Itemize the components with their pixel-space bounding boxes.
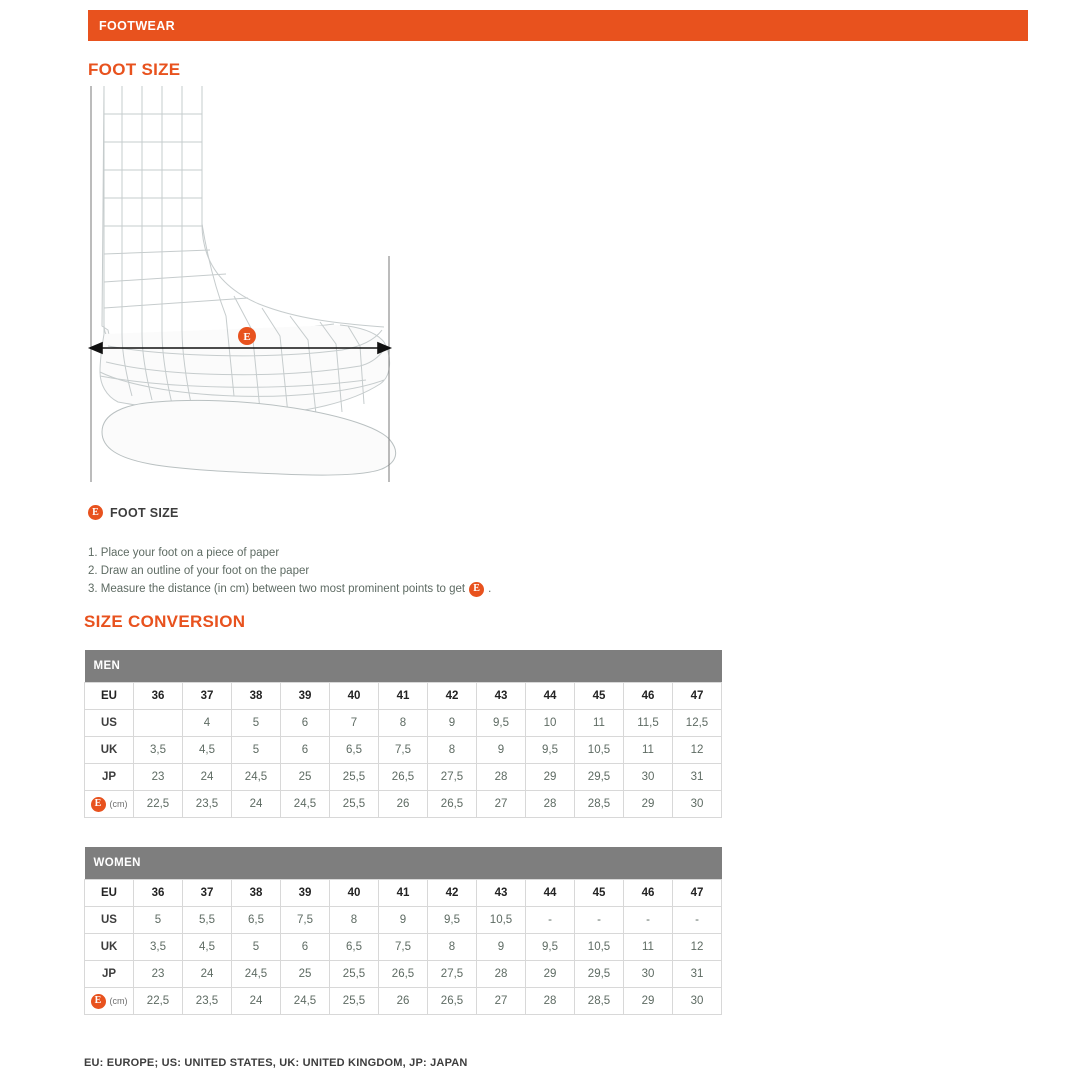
step-text: 2. Draw an outline of your foot on the paper	[88, 565, 310, 577]
table-cell: 25	[281, 764, 330, 791]
table-cell: 30	[673, 988, 722, 1015]
table-cell: 10	[526, 710, 575, 737]
table-cell: 9,5	[477, 710, 526, 737]
table-cell: 7,5	[379, 737, 428, 764]
table-row	[85, 961, 722, 988]
measure-badge-icon: E	[91, 994, 106, 1009]
row-label-foot-size	[85, 988, 134, 1015]
row-label: JP	[85, 764, 134, 791]
table-cell: 30	[624, 764, 673, 791]
measure-badge-icon: E	[91, 797, 106, 812]
table-cell: 9	[428, 710, 477, 737]
table-cell: 29	[526, 764, 575, 791]
step-text: 3. Measure the distance (in cm) between two most prominent points to get	[88, 583, 466, 595]
table-cell: 10,5	[477, 907, 526, 934]
table-cell: 8	[428, 934, 477, 961]
table-cell: 25	[281, 961, 330, 988]
table-cell: 7	[330, 710, 379, 737]
table-cell: 9	[477, 934, 526, 961]
table-cell: 36	[134, 683, 183, 710]
table-cell: 5,5	[183, 907, 232, 934]
row-label: UK	[85, 934, 134, 961]
table-cell: 5	[232, 710, 281, 737]
table-cell: 39	[281, 683, 330, 710]
list-item	[88, 580, 708, 598]
size-table-women	[84, 847, 722, 1015]
row-label: US	[85, 710, 134, 737]
svg-text:E: E	[243, 331, 251, 343]
step-suffix: .	[488, 583, 492, 595]
group-label: WOMEN	[85, 847, 722, 880]
table-cell: 28	[477, 764, 526, 791]
table-cell: 8	[428, 737, 477, 764]
table-cell: 25,5	[330, 988, 379, 1015]
row-label: US	[85, 907, 134, 934]
table-cell: 24	[183, 961, 232, 988]
table-cell: 6,5	[232, 907, 281, 934]
row-label: UK	[85, 737, 134, 764]
table-row	[85, 737, 722, 764]
table-cell: 38	[232, 880, 281, 907]
foot-size-section-title: FOOT SIZE	[88, 60, 181, 79]
table-cell: 30	[624, 961, 673, 988]
table-cell: 47	[673, 683, 722, 710]
table-cell: 10,5	[575, 934, 624, 961]
table-cell: 27	[477, 791, 526, 818]
foot-measurement-diagram	[84, 84, 424, 484]
table-cell: 6	[281, 737, 330, 764]
table-cell: 27,5	[428, 961, 477, 988]
table-cell: 38	[232, 683, 281, 710]
group-label: MEN	[85, 650, 722, 683]
table-cell: 26,5	[379, 961, 428, 988]
table-cell: 31	[673, 961, 722, 988]
foot-size-legend-label: FOOT SIZE	[110, 505, 179, 520]
table-cell: 6,5	[330, 934, 379, 961]
measurement-steps	[88, 544, 708, 598]
table-row	[85, 934, 722, 961]
table-row	[85, 791, 722, 818]
table-cell: 28	[477, 961, 526, 988]
table-cell: 22,5	[134, 791, 183, 818]
table-cell: 22,5	[134, 988, 183, 1015]
table-cell: 11,5	[624, 710, 673, 737]
table-cell: 10,5	[575, 737, 624, 764]
table-cell: 11	[624, 737, 673, 764]
table-row	[85, 907, 722, 934]
table-cell: 46	[624, 880, 673, 907]
table-cell: 29	[624, 791, 673, 818]
table-cell: 43	[477, 880, 526, 907]
table-cell: 26,5	[379, 764, 428, 791]
table-cell: -	[526, 907, 575, 934]
table-cell: 45	[575, 683, 624, 710]
table-cell: 12	[673, 737, 722, 764]
table-cell: 3,5	[134, 737, 183, 764]
table-cell: 9	[477, 737, 526, 764]
table-cell	[134, 710, 183, 737]
table-cell: 12	[673, 934, 722, 961]
table-cell: 24	[232, 988, 281, 1015]
table-cell: 46	[624, 683, 673, 710]
table-cell: 11	[575, 710, 624, 737]
table-cell: 24,5	[281, 988, 330, 1015]
table-cell: 5	[134, 907, 183, 934]
table-cell: 6	[281, 710, 330, 737]
table-cell: 8	[330, 907, 379, 934]
table-row	[85, 683, 722, 710]
size-conversion-section-title: SIZE CONVERSION	[84, 612, 246, 631]
table-cell: 3,5	[134, 934, 183, 961]
step-text: 1. Place your foot on a piece of paper	[88, 547, 280, 559]
table-cell: 31	[673, 764, 722, 791]
measure-badge-icon: E	[469, 582, 484, 597]
abbreviation-footnote: EU: EUROPE; US: UNITED STATES, UK: UNITED KINGDOM, JP: JAPAN	[84, 1057, 468, 1069]
table-cell: 29	[624, 988, 673, 1015]
table-cell: 44	[526, 880, 575, 907]
table-cell: 28	[526, 988, 575, 1015]
table-cell: 23	[134, 961, 183, 988]
table-cell: 11	[624, 934, 673, 961]
table-cell: 23	[134, 764, 183, 791]
unit-label: (cm)	[109, 799, 128, 809]
unit-label: (cm)	[109, 996, 128, 1006]
list-item	[88, 562, 708, 580]
table-cell: 27	[477, 988, 526, 1015]
table-cell: 7,5	[281, 907, 330, 934]
table-cell: 24	[232, 791, 281, 818]
row-label: EU	[85, 683, 134, 710]
table-cell: 7,5	[379, 934, 428, 961]
table-cell: 6,5	[330, 737, 379, 764]
table-cell: 9,5	[428, 907, 477, 934]
table-cell: 47	[673, 880, 722, 907]
table-cell: 37	[183, 880, 232, 907]
table-cell: 8	[379, 710, 428, 737]
header-bar	[88, 10, 1028, 41]
table-cell: 12,5	[673, 710, 722, 737]
table-cell: 5	[232, 934, 281, 961]
table-cell: 25,5	[330, 764, 379, 791]
table-cell: 26	[379, 988, 428, 1015]
table-group-header	[85, 650, 722, 683]
row-label: JP	[85, 961, 134, 988]
list-item	[88, 544, 708, 562]
row-label-foot-size	[85, 791, 134, 818]
table-cell: 25,5	[330, 961, 379, 988]
table-cell: 28	[526, 791, 575, 818]
table-cell: 4	[183, 710, 232, 737]
table-cell: 24,5	[232, 961, 281, 988]
table-cell: 4,5	[183, 737, 232, 764]
table-group-header	[85, 847, 722, 880]
table-cell: 9	[379, 907, 428, 934]
table-cell: 39	[281, 880, 330, 907]
table-cell: 25,5	[330, 791, 379, 818]
table-cell: 29	[526, 961, 575, 988]
table-cell: 6	[281, 934, 330, 961]
foot-size-legend	[88, 505, 179, 520]
row-label: EU	[85, 880, 134, 907]
table-cell: 24	[183, 764, 232, 791]
table-cell: 41	[379, 683, 428, 710]
table-cell: 40	[330, 683, 379, 710]
table-cell: 26,5	[428, 791, 477, 818]
table-cell: 28,5	[575, 988, 624, 1015]
table-cell: 26	[379, 791, 428, 818]
table-cell: 43	[477, 683, 526, 710]
table-cell: 24,5	[281, 791, 330, 818]
table-cell: 9,5	[526, 737, 575, 764]
table-cell: 36	[134, 880, 183, 907]
table-cell: 24,5	[232, 764, 281, 791]
table-cell: 27,5	[428, 764, 477, 791]
measure-badge-icon: E	[88, 505, 103, 520]
table-cell: 42	[428, 880, 477, 907]
table-cell: 5	[232, 737, 281, 764]
size-table-men	[84, 650, 722, 818]
table-cell: 23,5	[183, 791, 232, 818]
table-cell: -	[575, 907, 624, 934]
table-cell: 37	[183, 683, 232, 710]
table-cell: 29,5	[575, 764, 624, 791]
table-cell: -	[673, 907, 722, 934]
table-row	[85, 988, 722, 1015]
table-cell: 4,5	[183, 934, 232, 961]
table-row	[85, 880, 722, 907]
table-cell: -	[624, 907, 673, 934]
table-cell: 41	[379, 880, 428, 907]
table-cell: 42	[428, 683, 477, 710]
table-cell: 40	[330, 880, 379, 907]
table-cell: 44	[526, 683, 575, 710]
table-cell: 45	[575, 880, 624, 907]
table-cell: 28,5	[575, 791, 624, 818]
table-row	[85, 710, 722, 737]
table-cell: 29,5	[575, 961, 624, 988]
table-cell: 30	[673, 791, 722, 818]
table-cell: 23,5	[183, 988, 232, 1015]
header-title: FOOTWEAR	[99, 18, 176, 33]
table-cell: 9,5	[526, 934, 575, 961]
table-cell: 26,5	[428, 988, 477, 1015]
table-row	[85, 764, 722, 791]
